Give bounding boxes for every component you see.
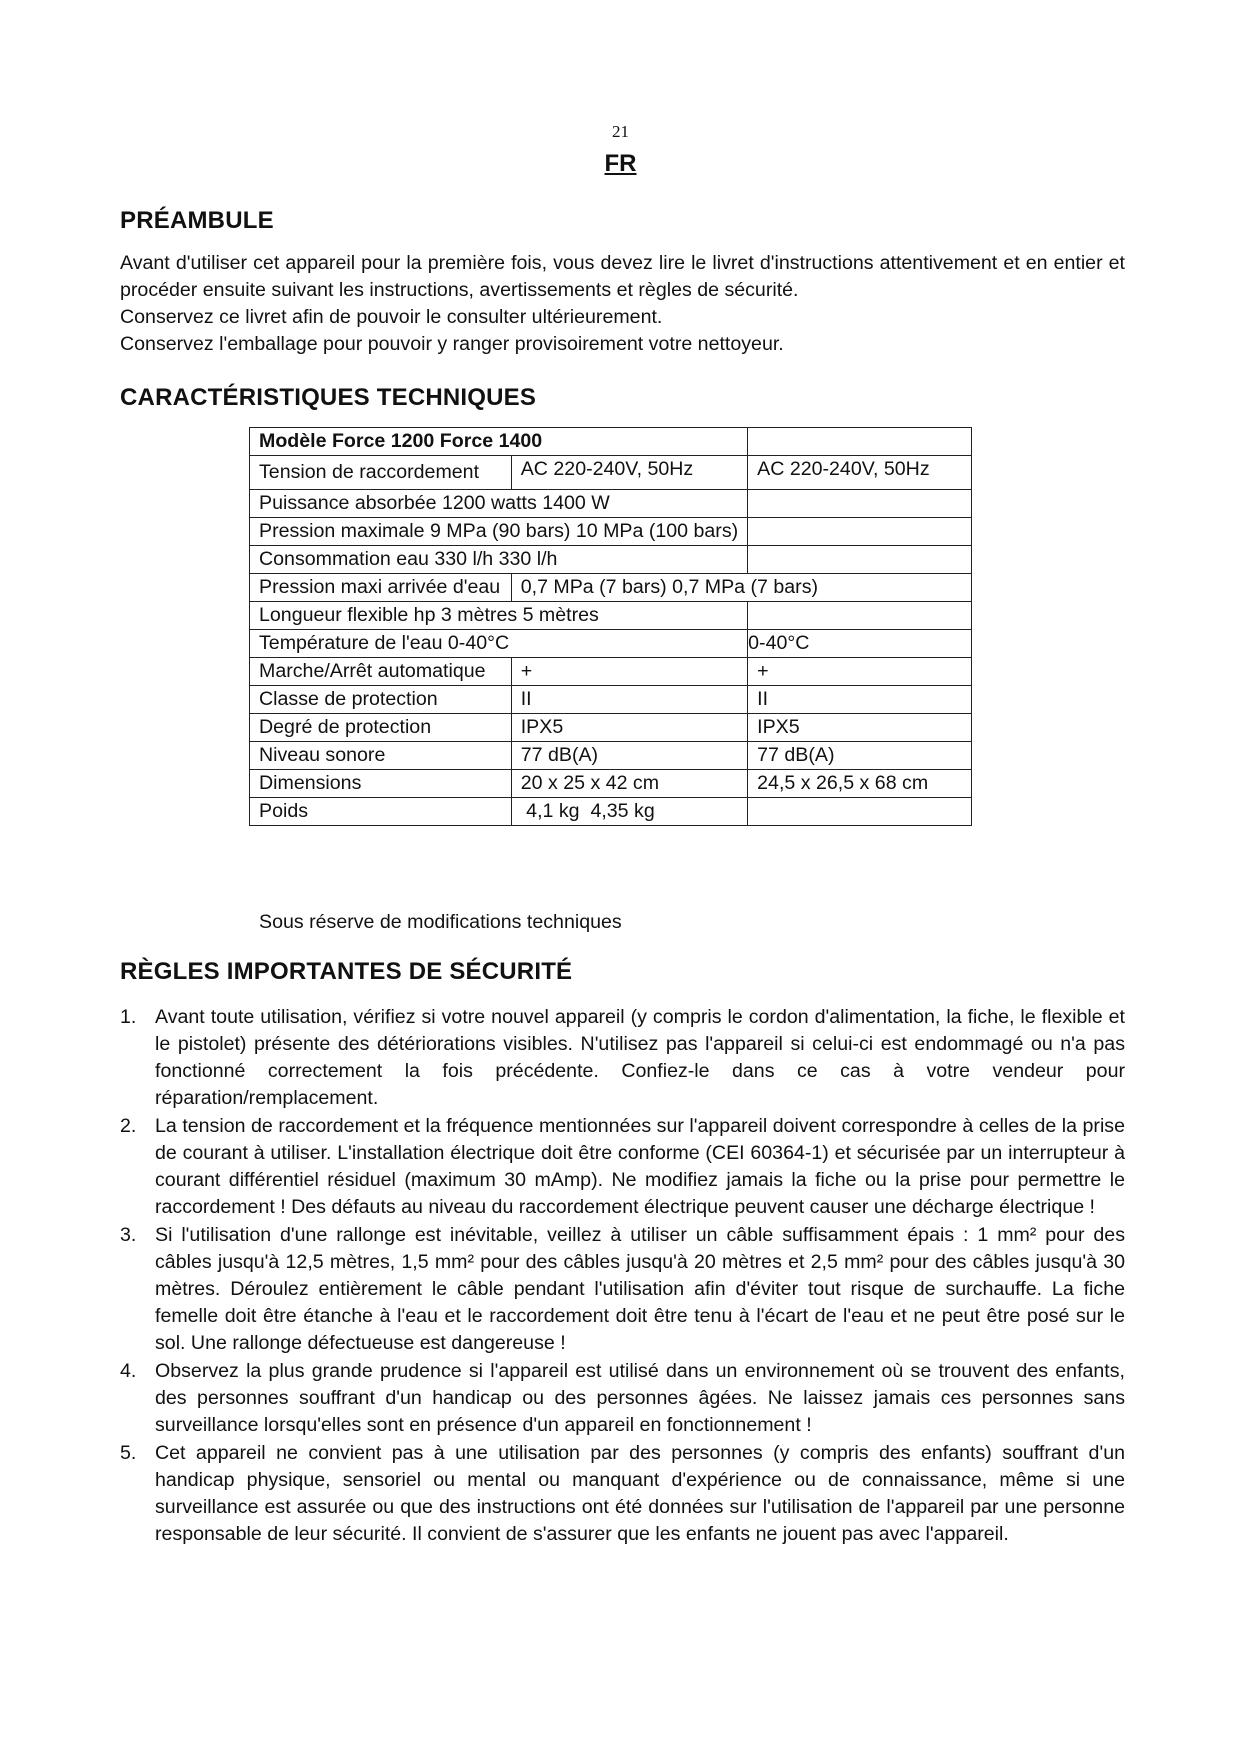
list-item bbox=[120, 1004, 1125, 1112]
preamble-paragraph: Conservez ce livret afin de pouvoir le consulter ultérieurement. bbox=[120, 306, 663, 328]
table-cell: Dimensions bbox=[250, 770, 512, 798]
table-cell: Degré de protection bbox=[250, 714, 512, 742]
preamble-title: PRÉAMBULE bbox=[120, 207, 274, 234]
list-item bbox=[120, 1440, 1125, 1548]
table-row bbox=[250, 770, 972, 798]
table-row bbox=[250, 630, 972, 658]
list-item-text: La tension de raccordement et la fréquence mentionnées sur l'appareil doivent correspondre à celles de la prise de courant à utiliser. L'installation électrique doit être conforme (CEI 60364-1) et sécurisée par un interrupteur à courant différentiel résiduel (maximum 30 mAmp). Ne modifiez jamais la fiche ou la prise pour permettre le raccordement ! Des défauts au niveau du raccordement électrique peuvent causer une décharge électrique ! bbox=[155, 1115, 1125, 1218]
specs-note: Sous réserve de modifications techniques bbox=[259, 911, 622, 933]
table-cell bbox=[748, 798, 972, 826]
table-cell: II bbox=[748, 686, 972, 714]
table-cell: Pression maximale 9 MPa (90 bars) 10 MPa (100 bars) bbox=[250, 518, 748, 546]
table-cell: 77 dB(A) bbox=[748, 742, 972, 770]
table-row bbox=[250, 518, 972, 546]
table-row bbox=[250, 798, 972, 826]
list-item-text: Observez la plus grande prudence si l'appareil est utilisé dans un environnement où se trouvent des enfants, des personnes souffrant d'un handicap ou des personnes âgées. Ne laissez jamais ces personnes sans surveillance lorsqu'elles sont en présence d'un appareil en fonctionnement ! bbox=[155, 1360, 1125, 1436]
table-cell: 24,5 x 26,5 x 68 cm bbox=[748, 770, 972, 798]
table-row bbox=[250, 456, 972, 490]
table-cell: Température de l'eau 0-40°C bbox=[250, 630, 748, 658]
list-item bbox=[120, 1358, 1125, 1439]
table-cell: AC 220-240V, 50Hz bbox=[748, 456, 972, 490]
table-cell: Marche/Arrêt automatique bbox=[250, 658, 512, 686]
table-row bbox=[250, 686, 972, 714]
table-header-cell: Modèle Force 1200 Force 1400 bbox=[250, 428, 748, 456]
table-cell: Longueur flexible hp 3 mètres 5 mètres bbox=[250, 602, 748, 630]
list-item-number: 1. bbox=[120, 1006, 137, 1028]
table-row bbox=[250, 546, 972, 574]
table-cell: Niveau sonore bbox=[250, 742, 512, 770]
table-cell: 0,7 MPa (7 bars) 0,7 MPa (7 bars) bbox=[511, 574, 971, 602]
list-item bbox=[120, 1222, 1125, 1357]
table-cell bbox=[748, 518, 972, 546]
table-cell: 0-40°C bbox=[748, 630, 972, 658]
preamble-paragraph: Avant d'utiliser cet appareil pour la première fois, vous devez lire le livret d'instructions attentivement et en entier et procéder ensuite suivant les instructions, avertissements et règles de sécurité. bbox=[120, 252, 1125, 301]
table-cell bbox=[748, 602, 972, 630]
list-item-text: Si l'utilisation d'une rallonge est inévitable, veillez à utiliser un câble suffisamment épais : 1 mm² pour des câbles jusqu'à 12,5 mètres, 1,5 mm² pour des câbles jusqu'à 20 mètres et 2,5 mm² pour des câbles jusqu'à 30 mètres. Déroulez entièrement le câble pendant l'utilisation afin d'éviter tout risque de surchauffe. La fiche femelle doit être étanche à l'eau et le raccordement doit être tenu à l'écart de l'eau et ne peut être posé sur le sol. Une rallonge défectueuse est dangereuse ! bbox=[155, 1224, 1125, 1354]
specs-title: CARACTÉRISTIQUES TECHNIQUES bbox=[120, 384, 537, 411]
language-heading: FR bbox=[604, 150, 637, 177]
table-cell: IPX5 bbox=[748, 714, 972, 742]
table-cell: Consommation eau 330 l/h 330 l/h bbox=[250, 546, 748, 574]
preamble-text bbox=[120, 250, 1125, 358]
page-number: 21 bbox=[612, 122, 629, 141]
table-cell: 77 dB(A) bbox=[511, 742, 747, 770]
list-item-number: 4. bbox=[120, 1360, 137, 1382]
table-cell: Tension de raccordement bbox=[250, 456, 512, 490]
table-cell: IPX5 bbox=[511, 714, 747, 742]
table-cell: + bbox=[748, 658, 972, 686]
table-cell: AC 220-240V, 50Hz bbox=[511, 456, 747, 490]
list-item bbox=[120, 1113, 1125, 1221]
list-item-number: 3. bbox=[120, 1224, 137, 1246]
table-cell: 4,1 kg 4,35 kg bbox=[511, 798, 747, 826]
list-item-text: Cet appareil ne convient pas à une utilisation par des personnes (y compris des enfants) souffrant d'un handicap physique, sensoriel ou mental ou manquant d'expérience ou de connaissance, même si une surveillance est assurée ou que des instructions ont été données sur l'utilisation de l'appareil par une personne responsable de leur sécurité. Il convient de s'assurer que les enfants ne jouent pas avec l'appareil. bbox=[155, 1442, 1125, 1545]
safety-rules-list bbox=[120, 1004, 1125, 1549]
table-header-cell bbox=[748, 428, 972, 456]
table-cell: 20 x 25 x 42 cm bbox=[511, 770, 747, 798]
preamble-paragraph: Conservez l'emballage pour pouvoir y ranger provisoirement votre nettoyeur. bbox=[120, 333, 784, 355]
table-cell: + bbox=[511, 658, 747, 686]
table-cell: Pression maxi arrivée d'eau bbox=[250, 574, 512, 602]
safety-title: RÈGLES IMPORTANTES DE SÉCURITÉ bbox=[120, 958, 573, 985]
table-row bbox=[250, 574, 972, 602]
specs-table bbox=[249, 427, 972, 826]
table-cell bbox=[748, 546, 972, 574]
list-item-number: 2. bbox=[120, 1115, 137, 1137]
table-row bbox=[250, 658, 972, 686]
table-row bbox=[250, 428, 972, 456]
table-cell bbox=[748, 490, 972, 518]
list-item-text: Avant toute utilisation, vérifiez si votre nouvel appareil (y compris le cordon d'alimentation, la fiche, le flexible et le pistolet) présente des détériorations visibles. N'utilisez pas l'appareil si celui-ci est endommagé ou n'a pas fonctionné correctement la fois précédente. Confiez-le dans ce cas à votre vendeur pour réparation/remplacement. bbox=[155, 1006, 1125, 1109]
table-cell: Puissance absorbée 1200 watts 1400 W bbox=[250, 490, 748, 518]
list-item-number: 5. bbox=[120, 1442, 137, 1464]
table-cell: II bbox=[511, 686, 747, 714]
table-row bbox=[250, 742, 972, 770]
table-cell: Poids bbox=[250, 798, 512, 826]
table-row bbox=[250, 714, 972, 742]
table-row bbox=[250, 490, 972, 518]
table-row bbox=[250, 602, 972, 630]
table-cell: Classe de protection bbox=[250, 686, 512, 714]
